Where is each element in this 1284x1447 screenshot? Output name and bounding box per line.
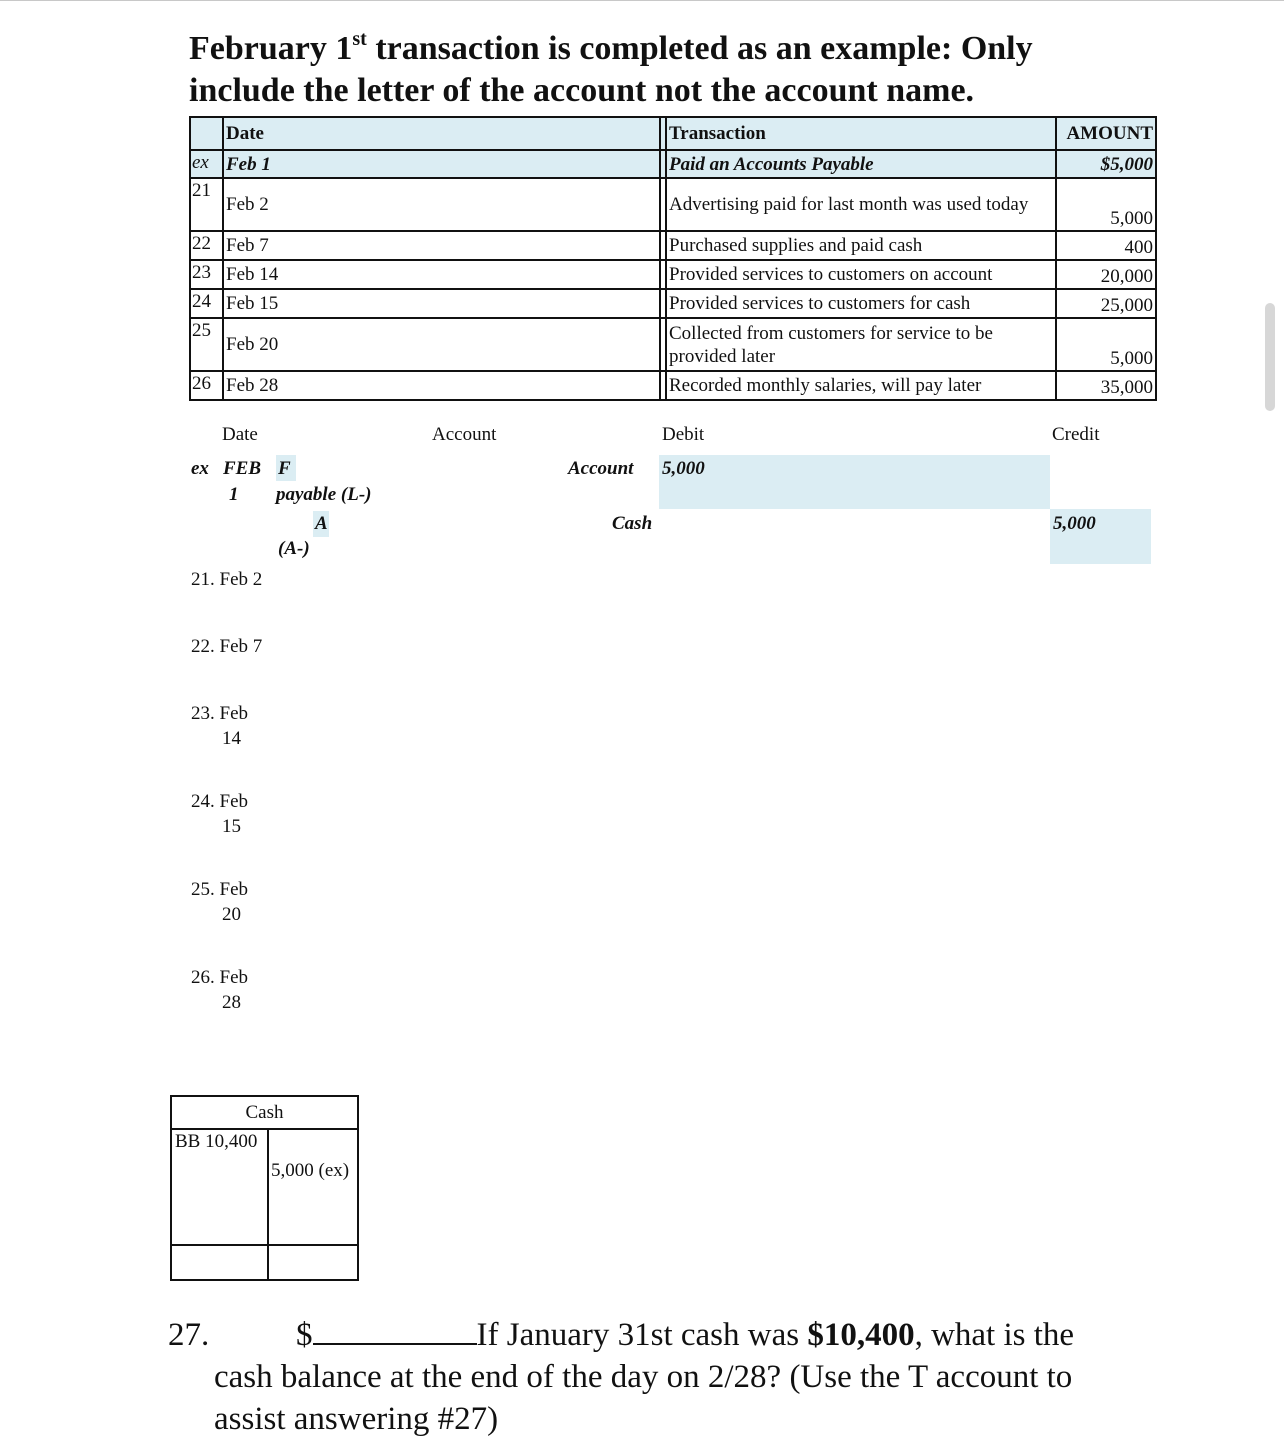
row-transaction: Provided services to customers for cash <box>666 289 1056 318</box>
journal-header-debit: Debit <box>662 424 705 445</box>
table-header-row <box>190 117 1156 150</box>
row-transaction: Collected from customers for service to be provided later <box>666 318 1056 371</box>
je-credit-type: (A-) <box>278 538 310 559</box>
row-num: 26 <box>190 371 223 400</box>
row-amount: 25,000 <box>1056 289 1156 318</box>
t-account-divider <box>267 1128 269 1281</box>
row-num: 25 <box>190 318 223 371</box>
header-amount: AMOUNT <box>1056 117 1156 150</box>
row-transaction: Advertising paid for last month was used today <box>666 178 1056 231</box>
row-date: Feb 2 <box>223 178 660 231</box>
row-date: Feb 15 <box>223 289 660 318</box>
je-credit-amount: 5,000 <box>1053 513 1096 534</box>
row-amount: 5,000 <box>1056 178 1156 231</box>
row-num: 24 <box>190 289 223 318</box>
row-transaction: Recorded monthly salaries, will pay later <box>666 371 1056 400</box>
je-debit-amount: 5,000 <box>662 458 705 479</box>
row-transaction: Purchased supplies and paid cash <box>666 231 1056 260</box>
t-account-total-line <box>172 1244 357 1246</box>
dollar-sign: $ <box>296 1317 313 1353</box>
journal-header-account: Account <box>432 424 497 445</box>
row-amount: $5,000 <box>1056 150 1156 178</box>
je-debit-type: payable (L-) <box>276 484 372 505</box>
journal-item-22: 22. Feb 7 <box>191 636 263 657</box>
row-amount: 20,000 <box>1056 260 1156 289</box>
debit-cell-highlight <box>659 455 1050 509</box>
je-debit-account: Account <box>568 458 634 479</box>
row-date: Feb 1 <box>223 150 660 178</box>
row-amount: 35,000 <box>1056 371 1156 400</box>
table-row <box>190 371 1156 400</box>
transactions-table <box>189 116 1157 401</box>
row-num: 23 <box>190 260 223 289</box>
row-date: Feb 14 <box>223 260 660 289</box>
t-account-title: Cash <box>172 1097 357 1130</box>
table-row <box>190 178 1156 231</box>
t-account-debit-entry: BB 10,400 <box>175 1131 258 1152</box>
row-date: Feb 20 <box>223 318 660 371</box>
journal-header-date: Date <box>222 424 258 445</box>
cash-t-account <box>170 1095 359 1281</box>
je-ex-label: ex <box>191 458 209 479</box>
journal-item-25: 25. Feb 20 <box>191 879 248 925</box>
journal-header-credit: Credit <box>1052 424 1100 445</box>
table-row <box>190 260 1156 289</box>
instructions: February 1st transaction is completed as an example: Only include the letter of the account not the account name. <box>189 27 1033 109</box>
scrollbar[interactable] <box>1265 303 1275 411</box>
table-row <box>190 231 1156 260</box>
journal-item-24: 24. Feb 15 <box>191 791 248 837</box>
je-credit-letter: A <box>315 513 328 534</box>
t-account-credit-entry: 5,000 (ex) <box>271 1160 350 1181</box>
header-date: Date <box>223 117 660 150</box>
je-credit-account: Cash <box>612 513 653 534</box>
row-transaction: Paid an Accounts Payable <box>666 150 1056 178</box>
top-border <box>0 0 1284 1</box>
row-amount: 400 <box>1056 231 1156 260</box>
answer-blank[interactable] <box>313 1313 477 1345</box>
header-num-cell <box>190 117 223 150</box>
example-row <box>190 150 1156 178</box>
row-amount: 5,000 <box>1056 318 1156 371</box>
table-row <box>190 318 1156 371</box>
journal-item-21: 21. Feb 2 <box>191 569 263 590</box>
row-num: 22 <box>190 231 223 260</box>
question-27: 27. $ If January 31st cash was $10,400, what is the cash balance at the end of the day on 2/28? (Use the T account to assist answering #27) <box>168 1313 1168 1440</box>
je-ex-date: FEB <box>223 458 262 479</box>
row-transaction: Provided services to customers on account <box>666 260 1056 289</box>
row-num: ex <box>190 150 223 178</box>
row-num: 21 <box>190 178 223 231</box>
table-row <box>190 289 1156 318</box>
header-transaction: Transaction <box>666 117 1056 150</box>
je-debit-letter: F <box>278 458 291 479</box>
question-number: 27. <box>168 1317 210 1353</box>
row-date: Feb 7 <box>223 231 660 260</box>
journal-item-26: 26. Feb 28 <box>191 967 248 1013</box>
je-ex-date-day: 1 <box>229 484 239 505</box>
journal-item-23: 23. Feb 14 <box>191 703 248 749</box>
row-date: Feb 28 <box>223 371 660 400</box>
